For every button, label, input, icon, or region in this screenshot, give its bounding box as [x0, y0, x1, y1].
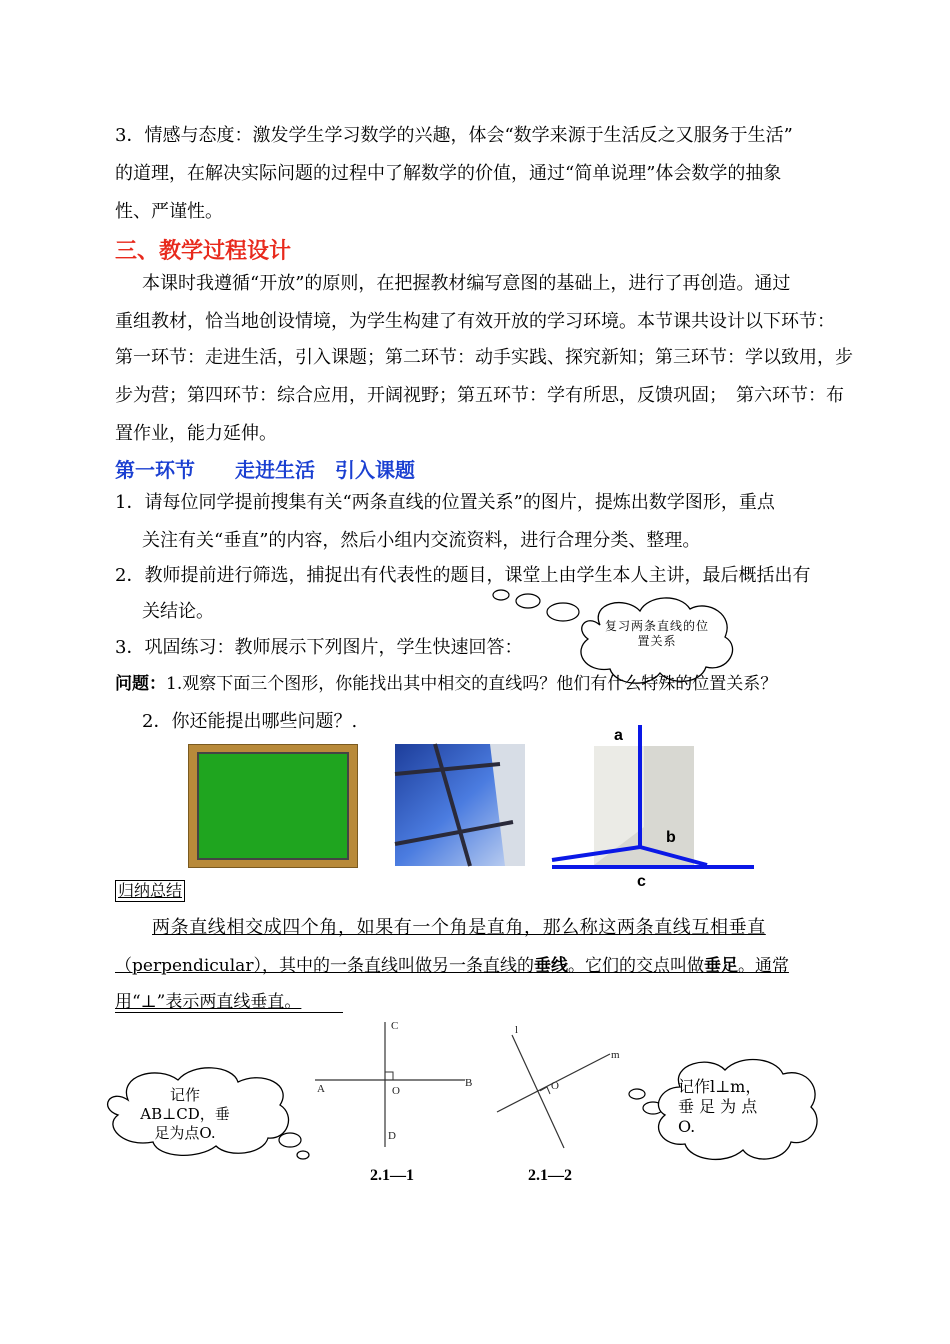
- board-surface: [197, 752, 349, 860]
- d2-label-l: l: [515, 1024, 519, 1036]
- definition-line-1: 两条直线相交成四个角，如果有一个角是直角，那么称这两条直线互相垂直: [152, 917, 766, 938]
- d1-label-c: C: [391, 1020, 399, 1032]
- photo-label-a: a: [614, 727, 623, 744]
- definition-underline: [115, 1012, 343, 1013]
- perpendicular-line-term: 垂线: [533, 956, 568, 976]
- d2-label-m: m: [611, 1049, 620, 1061]
- item1-line-1: 1．请每位同学提前搜集有关“两条直线的位置关系”的图片，提炼出数学图形，重点: [115, 492, 775, 513]
- item1-line-2: 关注有关“垂直”的内容，然后小组内交流资料，进行合理分类、整理。: [142, 530, 701, 551]
- question-line-1: [115, 672, 777, 696]
- caption-2-1-2: 2.1—2: [528, 1167, 572, 1184]
- emotion-line-2: 的道理，在解决实际问题的过程中了解数学的价值，通过“简单说理”体会数学的抽象: [115, 163, 782, 184]
- right-cloud-text: 记作l⊥m， 垂 足 为 点 O.: [678, 1077, 762, 1136]
- green-board-photo: [188, 744, 358, 868]
- corner-lines: [552, 725, 762, 875]
- intro-line-1: 本课时我遵循“开放”的原则，在把握教材编写意图的基础上，进行了再创造。通过: [142, 273, 791, 294]
- d1-label-a: A: [317, 1083, 325, 1095]
- photo-label-c: c: [637, 873, 646, 890]
- definition-line-3: 用“⊥”表示两直线垂直。: [115, 992, 302, 1012]
- intro-line-4: 步为营；第四环节：综合应用，开阔视野；第五环节：学有所思，反馈巩固； 第六环节：布: [115, 385, 844, 406]
- summary-title: 归纳总结: [115, 880, 185, 902]
- glass-roof-photo: [395, 744, 525, 866]
- item3: 3．巩固练习：教师展示下列图片，学生快速回答：: [115, 637, 523, 658]
- review-cloud-text: 复习两条直线的位置关系: [604, 619, 709, 648]
- definition-line-2: （perpendicular），其中的一条直线叫做另一条直线的垂线。它们的交点叫做垂足。通常: [115, 956, 789, 976]
- section3-heading: 三、教学过程设计: [115, 239, 292, 264]
- d2-label-o: O: [551, 1080, 559, 1092]
- step1-heading: 第一环节 走进生活 引入课题: [115, 458, 415, 482]
- emotion-line-1: 3．情感与态度：激发学生学习数学的兴趣，体会“数学来源于生活反之又服务于生活”: [115, 125, 793, 146]
- d1-label-d: D: [388, 1130, 396, 1142]
- item2-line-1: 2．教师提前进行筛选，捕捉出有代表性的题目，课堂上由学生本人主讲，最后概括出有: [115, 565, 811, 586]
- d1-label-o: O: [392, 1085, 400, 1097]
- intro-line-5: 置作业，能力延伸。: [115, 423, 277, 444]
- caption-2-1-1: 2.1—1: [370, 1167, 414, 1184]
- left-cloud-text: 记作 AB⊥CD，垂 足为点O.: [140, 1086, 230, 1142]
- d1-label-b: B: [465, 1077, 473, 1089]
- photo-label-b: b: [666, 829, 676, 846]
- question-1: 1.观察下面三个图形，你能找出其中相交的直线吗？他们有什么特殊的位置关系？: [166, 674, 778, 694]
- question-label: 问题：: [115, 674, 166, 694]
- foot-term: 垂足: [703, 956, 738, 976]
- question-2: 2．你还能提出哪些问题？.: [142, 711, 358, 732]
- item2-line-2: 关结论。: [142, 601, 214, 622]
- intro-line-2: 重组教材，恰当地创设情境，为学生构建了有效开放的学习环境。本节课共设计以下环节：: [115, 311, 835, 332]
- intro-line-3: 第一环节：走进生活，引入课题；第二环节：动手实践、探究新知；第三环节：学以致用，步: [115, 347, 853, 368]
- emotion-line-3: 性、严谨性。: [115, 201, 223, 222]
